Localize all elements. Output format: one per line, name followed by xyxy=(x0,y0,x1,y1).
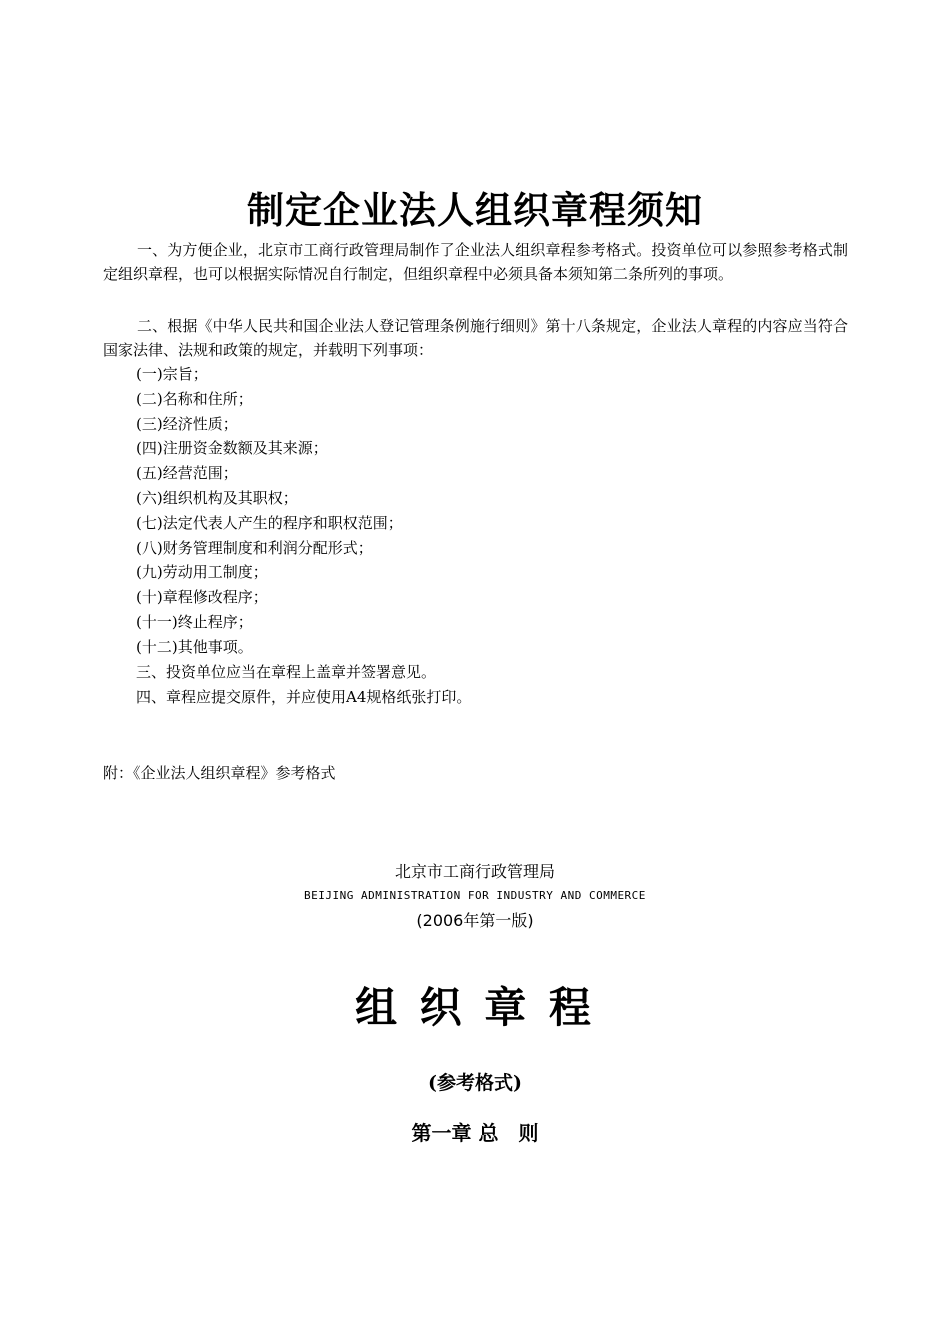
notice-paragraph-4: 四、章程应提交原件，并应使用A4规格纸张打印。 xyxy=(136,688,472,706)
notice-paragraph-3: 三、投资单位应当在章程上盖章并签署意见。 xyxy=(136,663,437,681)
edition-label: (2006年第一版) xyxy=(416,911,534,930)
authority-name-english: BEIJING ADMINISTRATION FOR INDUSTRY AND COMMERCE xyxy=(304,889,646,902)
attachment-note: 附：《企业法人组织章程》参考格式 xyxy=(103,764,336,782)
list-item: (七)法定代表人产生的程序和职权范围； xyxy=(136,513,403,532)
notice-paragraph-2: 二、根据《中华人民共和国企业法人登记管理条例施行细则》第十八条规定，企业法人章程的内容应当符合国家法律、法规和政策的规定，并载明下列事项： xyxy=(103,317,848,359)
list-item: (五)经营范围； xyxy=(136,464,238,483)
list-item: (十一)终止程序； xyxy=(136,612,253,631)
list-item: (六)组织机构及其职权； xyxy=(136,488,298,507)
chapter-heading: 第一章 总 则 xyxy=(411,1121,539,1145)
required-items-list xyxy=(136,362,403,660)
document-title: 组 织 章 程 xyxy=(355,983,595,1032)
document-subtitle: (参考格式) xyxy=(428,1072,522,1094)
list-item: (四)注册资金数额及其来源； xyxy=(136,439,328,458)
list-item: (三)经济性质； xyxy=(136,414,238,433)
authority-name: 北京市工商行政管理局 xyxy=(394,862,555,881)
list-item: (二)名称和住所； xyxy=(136,389,253,408)
notice-paragraph-1: 一、为方便企业，北京市工商行政管理局制作了企业法人组织章程参考格式。投资单位可以参照参考格式制定组织章程，也可以根据实际情况自行制定，但组织章程中必须具备本须知第二条所列的事项。 xyxy=(103,241,848,283)
list-item: (十二)其他事项。 xyxy=(136,637,253,656)
list-item: (九)劳动用工制度； xyxy=(136,563,268,582)
list-item: (十)章程修改程序； xyxy=(136,588,268,607)
notice-title: 制定企业法人组织章程须知 xyxy=(247,188,703,232)
list-item: (一)宗旨； xyxy=(136,365,208,383)
list-item: (八)财务管理制度和利润分配形式； xyxy=(136,538,373,557)
